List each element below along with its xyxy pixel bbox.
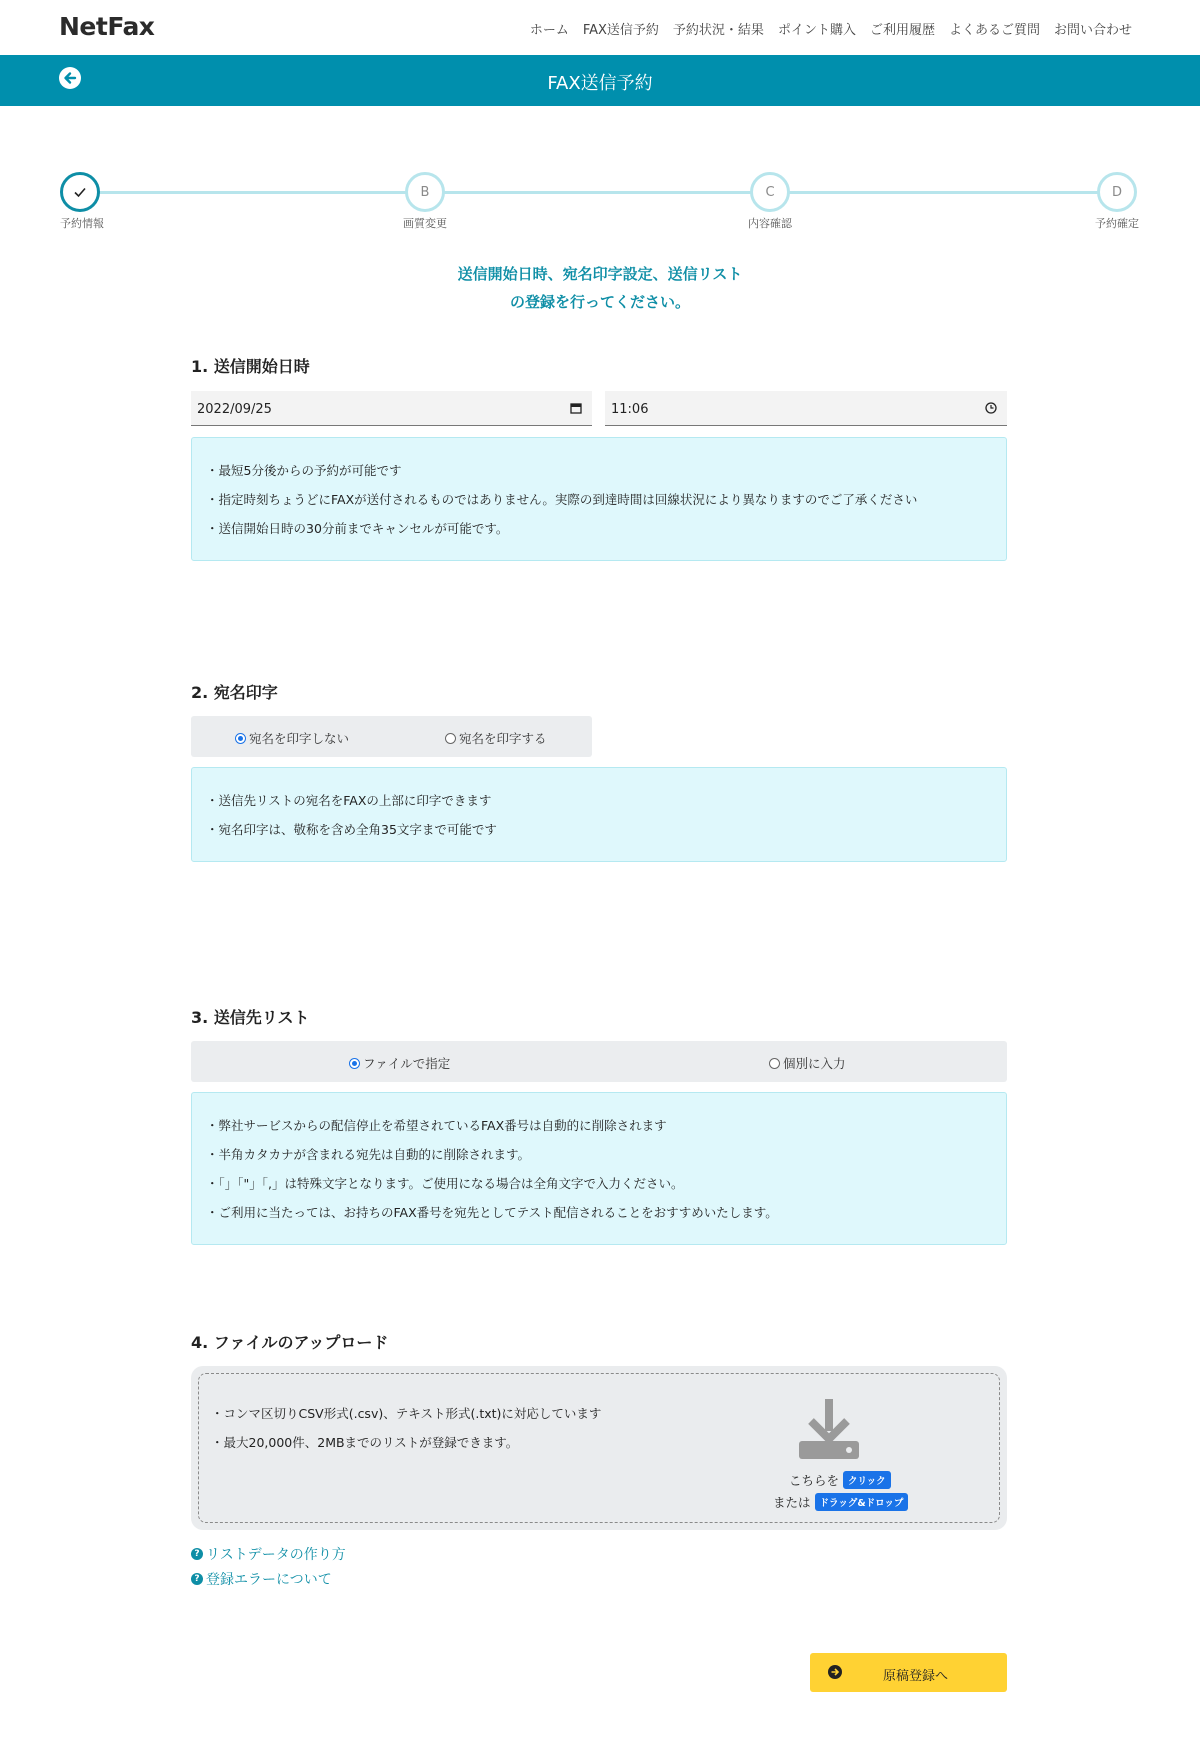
lead-line-1: 送信開始日時、宛名印字設定、送信リスト	[457, 265, 743, 283]
nav-point-purchase[interactable]: ポイント購入	[777, 23, 856, 38]
radio-file[interactable]	[349, 1054, 450, 1072]
help-link-label: リストデータの作り方	[206, 1547, 346, 1563]
help-link-label: 登録エラーについて	[206, 1572, 332, 1588]
info-note: ・最短5分後からの予約が可能です	[206, 463, 402, 478]
info-note: ・宛名印字は、敬称を含め全角35文字まで可能です	[206, 822, 497, 837]
help-link-list-data[interactable]	[191, 1544, 346, 1564]
datetime-info-box	[191, 437, 1007, 561]
radio-checked-icon[interactable]	[349, 1058, 360, 1069]
click-to-upload-button[interactable]: クリック	[843, 1471, 891, 1489]
step-reservation-complete	[1095, 172, 1139, 230]
section-title-file-upload: 4. ファイルのアップロード	[191, 1333, 389, 1352]
info-note: ・半角カタカナが含まれる宛先は自動的に削除されます。	[206, 1147, 531, 1162]
info-note: ・「」「"」「,」は特殊文字となります。ご使用になる場合は全角文字で入力ください。	[206, 1176, 684, 1191]
file-drop-zone[interactable]	[198, 1373, 1000, 1523]
main-nav	[530, 19, 1132, 38]
drop-prefix: または	[773, 1495, 811, 1510]
info-note: ・送信先リストの宛名をFAXの上部に印字できます	[206, 793, 492, 808]
lead-text	[0, 260, 1200, 316]
info-note: ・指定時刻ちょうどにFAXが送付されるものではありません。実際の到達時間は回線状況により異なりますのでご了承ください	[206, 492, 918, 507]
time-input[interactable]	[605, 391, 1007, 426]
next-to-manuscript-button[interactable]	[810, 1653, 1007, 1692]
date-value: 2022/09/25	[197, 402, 272, 417]
lead-line-2: の登録を行ってください。	[509, 293, 690, 311]
question-icon: ?	[191, 1548, 203, 1560]
date-input[interactable]	[191, 391, 592, 426]
nav-fax-reservation[interactable]: FAX送信予約	[582, 23, 659, 38]
step-reservation-info	[60, 172, 104, 230]
logo[interactable]: NetFax	[59, 12, 155, 41]
address-print-info-box	[191, 767, 1007, 862]
step-content-confirm	[748, 172, 792, 230]
check-icon	[72, 184, 88, 200]
question-icon: ?	[191, 1573, 203, 1585]
step-label: 予約情報	[60, 217, 104, 230]
upload-area	[191, 1366, 1007, 1530]
info-note: ・送信開始日時の30分前までキャンセルが可能です。	[206, 521, 509, 536]
recipient-list-radio-group	[191, 1041, 1007, 1082]
radio-print[interactable]	[445, 729, 547, 747]
nav-home[interactable]: ホーム	[529, 23, 569, 38]
click-line	[789, 1471, 891, 1489]
radio-label: 宛名を印字しない	[249, 731, 350, 746]
nav-contact[interactable]: お問い合わせ	[1053, 23, 1132, 38]
radio-no-print[interactable]	[235, 729, 349, 747]
click-prefix: こちらを	[789, 1473, 840, 1488]
info-note: ・弊社サービスからの配信停止を希望されているFAX番号は自動的に削除されます	[206, 1118, 667, 1133]
section-title-start-datetime: 1. 送信開始日時	[191, 357, 310, 376]
radio-manual[interactable]	[769, 1054, 846, 1072]
upload-note: ・最大20,000件、2MBまでのリストが登録できます。	[211, 1435, 519, 1450]
recipient-list-info-box	[191, 1092, 1007, 1245]
clock-icon[interactable]	[985, 402, 997, 414]
drop-line	[773, 1493, 908, 1511]
drag-drop-badge: ドラッグ&ドロップ	[815, 1493, 909, 1511]
nav-faq[interactable]: よくあるご質問	[948, 23, 1040, 38]
section-title-recipient-list: 3. 送信先リスト	[191, 1008, 310, 1027]
step-circle: B	[405, 172, 445, 212]
stepper-line	[80, 191, 1120, 194]
upload-note: ・コンマ区切りCSV形式(.csv)、テキスト形式(.txt)に対応しています	[211, 1406, 602, 1421]
radio-label: 宛名を印字する	[459, 731, 547, 746]
next-button-label: 原稿登録へ	[882, 1668, 948, 1683]
radio-label: 個別に入力	[783, 1056, 846, 1071]
radio-unchecked-icon[interactable]	[445, 733, 456, 744]
radio-label: ファイルで指定	[363, 1056, 451, 1071]
section-title-address-print: 2. 宛名印字	[191, 683, 278, 702]
progress-stepper	[60, 172, 1138, 232]
info-note: ・ご利用に当たっては、お持ちのFAX番号を宛先としてテスト配信されることをおすすめいたします。	[206, 1205, 778, 1220]
top-header	[0, 0, 1200, 55]
step-circle: C	[750, 172, 790, 212]
step-circle	[60, 172, 100, 212]
radio-checked-icon[interactable]	[235, 733, 246, 744]
step-label: 内容確認	[748, 217, 792, 230]
radio-unchecked-icon[interactable]	[769, 1058, 780, 1069]
step-label: 予約確定	[1095, 217, 1139, 230]
step-circle: D	[1097, 172, 1137, 212]
title-bar	[0, 55, 1200, 106]
address-print-radio-group	[191, 716, 592, 757]
nav-reservation-status[interactable]: 予約状況・結果	[672, 23, 764, 38]
help-link-registration-error[interactable]	[191, 1569, 332, 1589]
nav-usage-history[interactable]: ご利用履歴	[869, 23, 935, 38]
page-title: FAX送信予約	[547, 73, 653, 94]
calendar-icon[interactable]	[570, 402, 582, 414]
step-quality-change	[403, 172, 447, 230]
download-icon	[797, 1397, 861, 1461]
step-label: 画質変更	[403, 217, 447, 230]
time-value: 11:06	[611, 402, 649, 417]
